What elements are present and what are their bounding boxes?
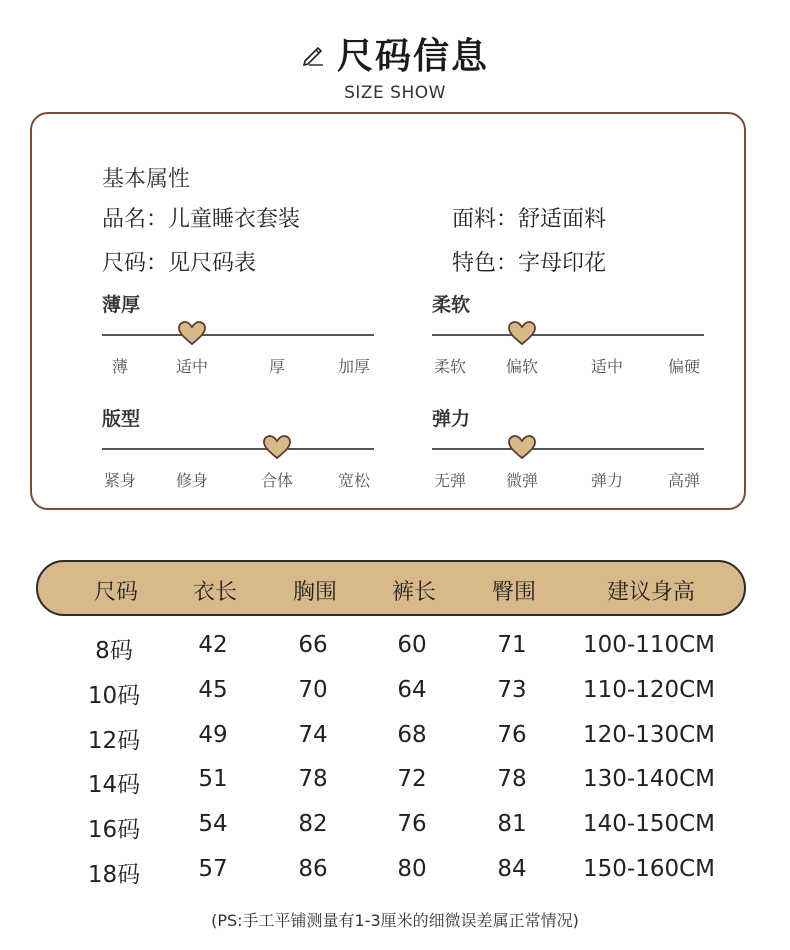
table-cell: 100-110CM xyxy=(582,632,716,658)
table-cell: 16码 xyxy=(87,817,141,844)
table-cell: 66 xyxy=(298,632,328,658)
table-cell: 10码 xyxy=(87,682,141,709)
scale-option: 偏硬 xyxy=(667,357,701,376)
scale-option: 微弹 xyxy=(505,471,539,490)
heart-marker-icon xyxy=(507,320,537,346)
attributes-heading: 基本属性 xyxy=(102,167,191,192)
table-cell: 110-120CM xyxy=(582,676,716,703)
column-header: 臀围 xyxy=(491,580,537,605)
scale-label: 薄厚 xyxy=(102,294,141,316)
scale-option: 适中 xyxy=(590,357,624,376)
table-cell: 78 xyxy=(298,766,328,793)
scale-track xyxy=(432,334,704,336)
scale-option: 柔软 xyxy=(433,357,467,376)
table-cell: 82 xyxy=(298,811,328,838)
scale-option: 偏软 xyxy=(505,357,539,376)
scale-thickness xyxy=(102,290,374,376)
fabric: 面料：舒适面料 xyxy=(452,207,607,232)
table-cell: 76 xyxy=(497,721,527,748)
table-row xyxy=(0,848,790,892)
scale-elasticity xyxy=(432,404,704,490)
scale-label: 弹力 xyxy=(432,408,471,430)
heart-marker-icon xyxy=(177,320,207,346)
table-row xyxy=(0,669,790,713)
table-cell: 51 xyxy=(198,766,228,793)
scale-option: 弹力 xyxy=(590,471,624,490)
attributes-panel xyxy=(30,112,746,510)
scale-option: 合体 xyxy=(260,471,294,490)
table-cell: 150-160CM xyxy=(582,856,716,882)
scale-option: 修身 xyxy=(175,471,209,490)
scale-option: 无弹 xyxy=(433,471,467,490)
table-cell: 140-150CM xyxy=(582,811,716,838)
page-subtitle: SIZE SHOW xyxy=(344,83,446,103)
table-cell: 130-140CM xyxy=(582,766,716,793)
table-cell: 76 xyxy=(397,811,427,838)
scale-option: 薄 xyxy=(111,357,129,376)
scale-option: 厚 xyxy=(268,357,286,376)
product-name: 品名：儿童睡衣套装 xyxy=(102,207,301,232)
scale-option: 高弹 xyxy=(667,471,701,490)
table-cell: 14码 xyxy=(87,772,141,799)
table-cell: 78 xyxy=(497,766,527,793)
page-title: 尺码信息 xyxy=(336,36,489,77)
scale-option: 宽松 xyxy=(337,471,371,490)
table-cell: 72 xyxy=(397,766,427,793)
table-cell: 60 xyxy=(397,632,427,658)
column-header: 裤长 xyxy=(391,580,437,605)
column-header: 衣长 xyxy=(192,580,238,605)
table-row xyxy=(0,803,790,847)
measurement-note: (PS:手工平铺测量有1-3厘米的细微误差属正常情况) xyxy=(211,911,579,930)
table-cell: 86 xyxy=(298,856,328,882)
table-cell: 12码 xyxy=(87,727,141,754)
column-header: 建议身高 xyxy=(606,580,696,605)
table-cell: 42 xyxy=(198,632,228,658)
table-row xyxy=(0,758,790,802)
size-table-header xyxy=(36,560,746,616)
table-cell: 84 xyxy=(497,856,527,882)
scale-fit xyxy=(102,404,374,490)
scale-track xyxy=(432,448,704,450)
table-cell: 54 xyxy=(198,811,228,838)
table-cell: 74 xyxy=(298,721,328,748)
scale-label: 柔软 xyxy=(432,294,471,316)
scale-label: 版型 xyxy=(102,408,141,430)
column-header: 胸围 xyxy=(292,580,338,605)
table-cell: 81 xyxy=(497,811,527,838)
table-row xyxy=(0,714,790,758)
scale-track xyxy=(102,334,374,336)
table-cell: 57 xyxy=(198,856,228,882)
heart-marker-icon xyxy=(262,434,292,460)
scale-softness xyxy=(432,290,704,376)
table-row xyxy=(0,624,790,668)
scale-track xyxy=(102,448,374,450)
table-cell: 18码 xyxy=(87,862,141,888)
pencil-icon xyxy=(301,41,327,67)
page-header xyxy=(0,28,790,103)
heart-marker-icon xyxy=(507,434,537,460)
table-cell: 73 xyxy=(497,676,527,703)
table-cell: 45 xyxy=(198,676,228,703)
table-cell: 70 xyxy=(298,676,328,703)
table-cell: 80 xyxy=(397,856,427,882)
table-cell: 64 xyxy=(397,676,427,703)
scale-option: 适中 xyxy=(175,357,209,376)
table-cell: 71 xyxy=(497,632,527,658)
feature: 特色：字母印花 xyxy=(452,251,607,276)
column-header: 尺码 xyxy=(93,580,139,605)
table-cell: 68 xyxy=(397,721,427,748)
size-info: 尺码：见尺码表 xyxy=(102,251,257,276)
table-cell: 8码 xyxy=(95,638,133,664)
table-cell: 49 xyxy=(198,721,228,748)
table-cell: 120-130CM xyxy=(582,721,716,748)
scale-option: 紧身 xyxy=(103,471,137,490)
scale-option: 加厚 xyxy=(337,357,371,376)
